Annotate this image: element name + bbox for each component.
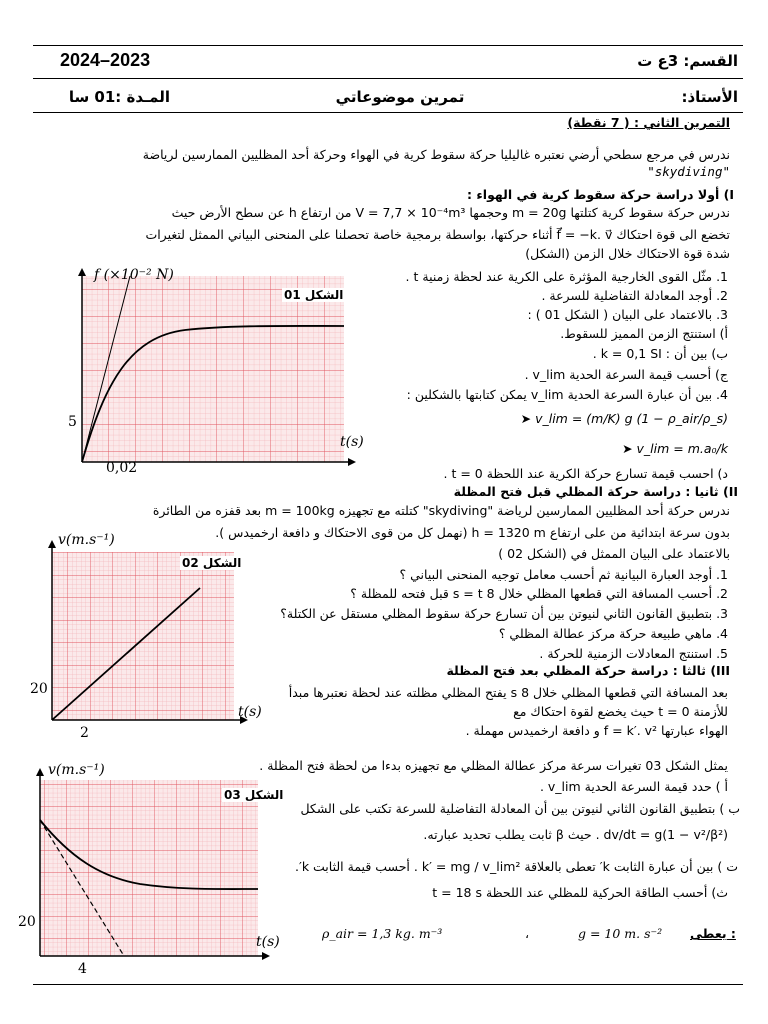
figure-01-ylabel: f (×10⁻² N): [94, 267, 174, 283]
top-rule: [33, 45, 743, 46]
duration-label: المـدة :01 سا: [68, 88, 170, 106]
p1-q1: 1. مثّل القوى الخارجية المؤثرة على الكرية عند لحظة زمنية t .: [405, 269, 728, 284]
part2-title: II) ثانيا : دراسة حركة المظلي قبل فتح المظلة: [453, 484, 738, 499]
figure-03-title: الشكل 03: [224, 788, 284, 802]
figure-02: [0, 530, 270, 745]
p1-q3c: ج) أحسب قيمة السرعة الحدية v_lim .: [524, 367, 728, 382]
p3-qa: أ ) حدد قيمة السرعة الحدية v_lim .: [539, 779, 728, 794]
given-separator: ،: [525, 926, 530, 941]
part2-line-2: بدون سرعة ابتدائية من على ارتفاع h = 1320 m (نهمل كل من قوى الاحتكاك و دافعة ارخميدس ).: [215, 525, 730, 540]
given-g: g = 10 m. s⁻²: [578, 926, 663, 941]
page-title: تمرين موضوعاتي: [335, 88, 465, 106]
figure-03: [0, 762, 300, 982]
figure-01-xtick: 0,02: [106, 460, 138, 476]
p2-q1: 1. أوجد العبارة البيانية ثم أحسب معامل توجيه المنحنى البياني ؟: [399, 567, 728, 582]
p1-q4: 4. بين أن عبارة السرعة الحدية v_lim يمكن كتابتها بالشكلين :: [406, 387, 728, 402]
figure-03-ytick: 20: [18, 914, 36, 930]
figure-02-y-arrow: [48, 540, 56, 548]
part3-title: III) ثالثا : دراسة حركة المظلي بعد فتح المظلة: [446, 663, 730, 678]
figure-01: [0, 262, 370, 482]
p1-formula-2: v_lim = m.a₀/k ➤: [622, 441, 728, 456]
header-rule: [33, 78, 743, 79]
part1-title: I) أولا دراسة حركة سقوط كرية في الهواء :: [467, 187, 734, 202]
figure-01-xlabel: t(s): [340, 434, 364, 450]
teacher-label: الأستاذ:: [681, 88, 738, 106]
intro-line-2: "skydiving": [647, 164, 730, 179]
p2-q5: 5. استنتج المعادلات الزمنية للحركة .: [539, 646, 728, 661]
p1-formula-1: v_lim = (m/K) g (1 − ρ_air/ρ_s) ➤: [520, 411, 728, 426]
p1-q3a: أ) استنتج الزمن المميز للسقوط.: [560, 326, 728, 341]
school-year: 2024–2023: [60, 50, 151, 70]
figure-02-ylabel: v(m.s⁻¹): [58, 532, 115, 548]
figure-01-y-arrow: [78, 268, 86, 276]
figure-02-title: الشكل 02: [182, 556, 242, 570]
part1-line-3: شدة قوة الاحتكاك خلال الزمن (الشكل): [525, 246, 730, 261]
part3-line-2: للأزمنة t = 0 حيث يخضع لقوة احتكاك مع: [513, 704, 728, 719]
part2-line-3: بالاعتماد على البيان الممثل في (الشكل 02 ): [498, 546, 730, 561]
p3-qth: ث) أحسب الطاقة الحركية للمظلي عند اللحظة t = 18 s: [432, 885, 728, 900]
p1-q2: 2. أوجد المعادلة التفاضلية للسرعة .: [541, 288, 728, 303]
p3-qb-formula: dv/dt = g(1 − v²/β²) . حيث β ثابت يطلب تحديد عبارته.: [423, 827, 728, 842]
section-label: القسم: 3ع ت: [637, 52, 738, 70]
intro-line-1: ندرس في مرجع سطحي أرضي نعتبره غاليليا حركة سقوط كرية في الهواء وحركة أحد المظليين الممارسين لرياضة: [142, 147, 730, 162]
part1-line-1: ندرس حركة سقوط كرية كتلتها m = 20g وحجمها V = 7,7 × 10⁻⁴m³ من ارتفاع h عن سطح الأرض حيث: [171, 205, 730, 220]
part3-line-1: بعد المسافة التي قطعها المظلي خلال 8 s يفتح المظلي مظلته عند لحظة نعتبرها مبدأ: [288, 685, 728, 700]
p1-q3: 3. بالاعتماد على البيان ( الشكل 01 ) :: [527, 307, 728, 322]
figure-03-xlabel: t(s): [256, 934, 280, 950]
figure-01-x-arrow: [348, 458, 356, 466]
given-label: يعطى :: [690, 926, 736, 941]
figure-03-grid: [40, 780, 258, 956]
part1-line-2: تخضع الى قوة احتكاك f⃗ = −k. v⃗ أثناء حركتها، بواسطة برمجية خاصة تحصلنا على المنحنى البياني الممثل لتغيرات: [145, 227, 730, 242]
figure-01-ytick: 5: [68, 414, 77, 430]
part3-line-3: الهواء عبارتها f = k′. v² و دافعة ارخميدس مهملة .: [465, 723, 728, 738]
p1-qd: د) احسب قيمة تسارع حركة الكرية عند اللحظة t = 0 .: [443, 466, 728, 481]
figure-03-y-arrow: [36, 768, 44, 776]
p2-q2: 2. أحسب المسافة التي قطعها المظلي خلال 8 s = t قبل فتحه للمظلة ؟: [350, 586, 728, 601]
given-rho: ρ_air = 1,3 kg. m⁻³: [322, 926, 443, 941]
figure-03-xtick: 4: [78, 961, 87, 977]
header-bottom-rule: [33, 112, 743, 113]
figure-03-x-arrow: [262, 952, 270, 960]
figure-02-xlabel: t(s): [238, 704, 262, 720]
p2-q3: 3. بتطبيق القانون الثاني لنيوتن بين أن تسارع حركة سقوط المظلي مستقل عن الكتلة؟: [280, 606, 728, 621]
p3-qt: ت ) بين أن عبارة الثابت k′ تعطى بالعلاقة k′ = mg / v_lim² . أحسب قيمة الثابت k′.: [295, 859, 738, 874]
p2-q4: 4. ماهي طبيعة حركة مركز عطالة المظلي ؟: [498, 626, 728, 641]
exercise-title: التمرين الثاني : ( 7 نقطة): [567, 115, 730, 130]
figure-02-ytick: 20: [30, 681, 48, 697]
part2-line-1: ندرس حركة أحد المظليين الممارسين لرياضة "skydiving" كتلته مع تجهيزه m = 100kg بعد قفزه من الطائرة: [152, 503, 730, 518]
figure-01-title: الشكل 01: [284, 288, 344, 302]
p1-q3b: ب) بين أن : k = 0,1 SI .: [592, 346, 728, 361]
figure-03-ylabel: v(m.s⁻¹): [48, 762, 105, 778]
bottom-rule: [33, 984, 743, 985]
figure-02-xtick: 2: [80, 725, 89, 741]
p3-qb: ب ) بتطبيق القانون الثاني لنيوتن بين أن المعادلة التفاضلية للسرعة تكتب على الشكل: [300, 801, 740, 816]
part3-fig3-line: يمثل الشكل 03 تغيرات سرعة مركز عطالة المظلي مع تجهيزه بدءا من لحظة فتح المظلة .: [259, 758, 728, 773]
